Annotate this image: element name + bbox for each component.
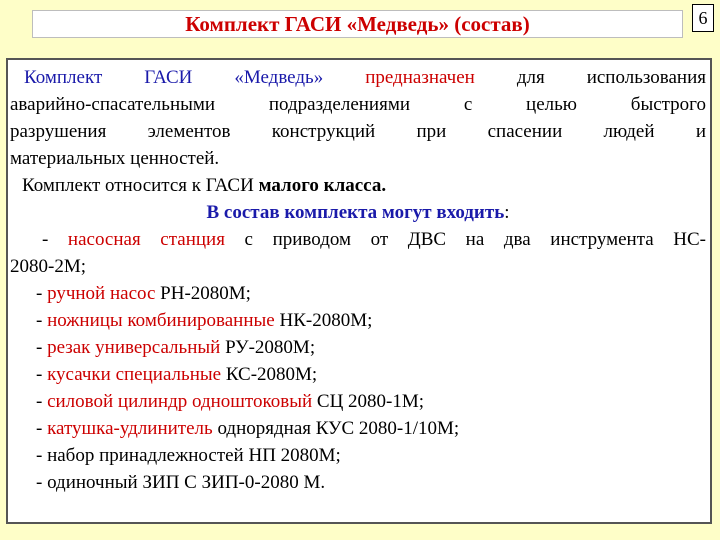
list-item	[10, 361, 706, 388]
list-item-rest: одиночный ЗИП С ЗИП-0-2080 М.	[47, 472, 326, 493]
intro-line-2: аварийно-спасательными подразделениями с целью быстрого	[10, 94, 706, 115]
list-dash: -	[36, 445, 48, 466]
list-item-name: резак универсальный	[47, 337, 221, 358]
composition-heading-colon: :	[504, 202, 510, 223]
list-item-name: ручной насос	[47, 283, 156, 304]
list-item-rest: СЦ 2080-1М;	[312, 391, 425, 412]
intro-line1-rest: для использования	[516, 67, 706, 88]
intro-lead-blue: Комплект ГАСИ «Медведь»	[24, 67, 324, 88]
composition-heading	[10, 199, 706, 226]
list-item	[10, 388, 706, 415]
class-bold: малого класса.	[258, 175, 387, 196]
list-item	[10, 307, 706, 334]
page-number: 6	[698, 7, 708, 28]
class-prefix: Комплект относится к ГАСИ	[22, 175, 254, 196]
list-item-rest: КС-2080М;	[221, 364, 318, 385]
list-item	[10, 415, 706, 442]
list-item	[10, 442, 706, 469]
composition-heading-text: В состав комплекта могут входить	[206, 202, 505, 223]
list-dash: -	[36, 364, 48, 385]
list-item-rest: однорядная КУС 2080-1/10М;	[212, 418, 460, 439]
intro-lead-red: предназначен	[365, 67, 475, 88]
intro-line-3: разрушения элементов конструкций при спасении людей и	[10, 121, 706, 142]
list-item-name: кусачки специальные	[47, 364, 222, 385]
list-item-rest: РУ-2080М;	[220, 337, 316, 358]
list-item-continuation: 2080-2М;	[10, 256, 86, 277]
list-item-rest: с приводом от ДВС на два инструмента НС-	[224, 229, 706, 250]
intro-line-1	[10, 64, 706, 91]
list-item	[10, 334, 706, 361]
page-number-box	[692, 4, 714, 32]
list-dash: -	[36, 418, 48, 439]
list-dash: -	[36, 283, 48, 304]
slide-title-box	[32, 10, 683, 38]
list-dash: -	[42, 229, 68, 250]
list-item-name: силовой цилиндр одноштоковый	[47, 391, 313, 412]
list-item-rest: НК-2080М;	[274, 310, 373, 331]
list-dash: -	[36, 310, 48, 331]
slide-title: Комплект ГАСИ «Медведь» (состав)	[185, 11, 530, 36]
list-item-rest: РН-2080М;	[155, 283, 251, 304]
list-item	[10, 280, 706, 307]
intro-line-4: материальных ценностей.	[10, 148, 220, 169]
list-dash: -	[36, 391, 48, 412]
list-dash: -	[36, 337, 48, 358]
body-text	[10, 64, 706, 496]
list-dash: -	[36, 472, 48, 493]
list-item-rest: набор принадлежностей НП 2080М;	[47, 445, 341, 466]
list-item-name: катушка-удлинитель	[47, 418, 213, 439]
list-item-name: насосная станция	[67, 229, 225, 250]
list-item	[10, 226, 706, 253]
list-item	[10, 469, 706, 496]
class-line	[10, 172, 706, 199]
list-item-name: ножницы комбинированные	[47, 310, 275, 331]
